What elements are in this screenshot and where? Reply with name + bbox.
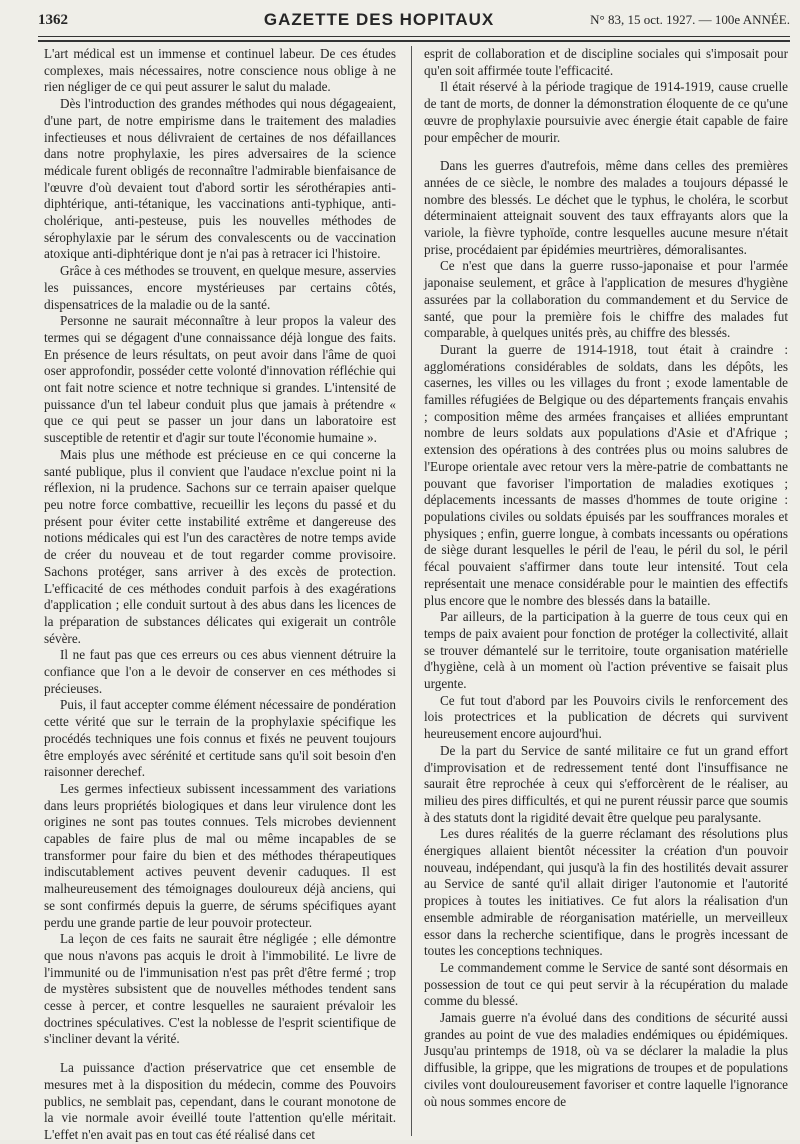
left-column [44, 46, 396, 1144]
header-rule-thin [38, 36, 790, 37]
paragraph: Le commandement comme le Service de santé sont désormais en possession de tout ce qui peut servir à la récupération du malade comme du blessé. [424, 959, 788, 1009]
paragraph: Durant la guerre de 1914-1918, tout était à craindre : agglomérations considérables de soldats, dans les dépôts, les casernes, les villes ou les villages du front ; exode lamentable de familles réfugiées de Belgique ou des départements français envahis ; composition même des armées françaises et alliées empruntant nombre de leurs soldats aux populations d'Asie et d'Afrique ; extension des opérations à des contrées plus ou moins salubres de l'Europe orientale avec retour vers la mère-patrie de combattants ne pouvant que favoriser l'importation de maladies exotiques ; déplacements incessants de masses d'hommes de toute origine : populations civiles ou soldats épuisés par les souffrances morales et physiques ; enfin, guerre longue, à combats incessants ou opérations de siège durant lesquelles le péril de l'eau, le péril du sol, le péril fécal pouvaient s'affirmer dans toute leur intensité. Tout cela représentait une menace considérable pour le maintien des effectifs plus encore que le nombre des blessés dans la bataille. [424, 341, 788, 608]
paragraph: Grâce à ces méthodes se trouvent, en quelque mesure, asservies les puissances, encore mystérieuses par certains côtés, dispensatrices de la maladie ou de la santé. [44, 263, 396, 312]
paragraph: Il ne faut pas que ces erreurs ou ces abus viennent détruire la confiance que l'on a le devoir de conserver en ces méthodes si précieuses. [44, 647, 396, 696]
paragraph: Les germes infectieux subissent incessamment des variations dans leurs propriétés biologiques et dans leur virulence dont les origines ne sont pas toutes connues. Tels microbes deviennent capables de faire plus de mal ou même incapables de se transformer pour faire du bien et des méthodes thérapeutiques indiscutablement actives peuvent devenir caduques. Il est malheureusement des témoignages douloureux déjà anciens, qui se sont confirmés depuis la guerre, de sérums spécifiques ayant perdu une grande partie de leur pouvoir protecteur. [44, 780, 396, 930]
page-header [38, 6, 790, 34]
paragraph: La leçon de ces faits ne saurait être négligée ; elle démontre que nous n'avons pas acquis le droit à l'immobilité. Le livre de l'immunité ou de l'immunisation n'est pas prêt d'être fermé ; trop de mystères subsistent que de nouvelles méthodes tendent sans cesse à percer, et contre lesquelles ne sauraient prévaloir les doctrines spéculatives. C'est la noblesse de l'esprit scientifique de s'incliner devant la vérité. [44, 931, 396, 1047]
header-rule-thick [38, 40, 790, 42]
paragraph: L'art médical est un immense et continuel labeur. De ces études complexes, mais nécessaires, notre conscience nous oblige à ne rien négliger de ce qui peut assurer le salut du malade. [44, 46, 396, 95]
paragraph: Puis, il faut accepter comme élément nécessaire de pondération cette vérité que sur le terrain de la prophylaxie spécifique les procédés techniques une fois connus et fixés ne peuvent toujours être employés avec sérénité et certitude sans qu'il soit besoin d'en raisonner derechef. [44, 697, 396, 780]
column-divider [411, 46, 412, 1136]
paragraph: Ce n'est que dans la guerre russo-japonaise et pour l'armée japonaise seulement, et grâce à l'application de mesures d'hygiène assurées par la collaboration du commandement et du Service de santé, que pour la première fois le chiffre des malades fut comparable, à quelques unités près, au chiffre des blessés. [424, 258, 788, 341]
paragraph: Personne ne saurait méconnaître à leur propos la valeur des termes qui se dégagent d'une connaissance déjà longue des faits. En présence de leurs résultats, on peut avoir dans l'âme de quoi oser approfondir, posséder cette volonté d'innovation réfléchie qui ont fait notre science et notre technique si grandes. L'intensité de puissance d'un tel labeur conduit plus que jamais à prétendre « que ce qui peut se passer un jour dans un laboratoire est susceptible de retentir et d'agir sur toute l'économie humaine ». [44, 313, 396, 446]
paragraph: Mais plus une méthode est précieuse en ce qui concerne la santé publique, plus il convient que l'audace n'exclue point ni la réflexion, ni la prudence. Sachons sur ce terrain apaiser quelque peu notre force combattive, recueillir les leçons du passé et du présent pour éviter cette instabilité extrême et dangereuse des notions médicales qui est l'un des caractères de notre temps avide de créer du nouveau et de tout regarder comme provisoire. Sachons protéger, sans arriver à des excès de protection. L'efficacité de ces méthodes conduit parfois à des exagérations d'application ; elle conduit surtout à des abus dans les licences de la préparation de substances délicates qui exigerait un contrôle sévère. [44, 446, 396, 646]
paragraph: Par ailleurs, de la participation à la guerre de tous ceux qui en temps de paix avaient pour fonction de protéger la collectivité, allait se trouver démantelé sur le territoire, toute organisation matérielle d'hygiène, celà à un moment où l'action préventive se faisait plus urgente. [424, 609, 788, 692]
page-number: 1362 [38, 11, 68, 28]
paragraph: Il était réservé à la période tragique de 1914-1919, cause cruelle de tant de morts, de donner la démonstration éloquente de ce qu'une œuvre de prophylaxie poursuivie avec énergie était capable de faire pour empêcher de mourir. [424, 79, 788, 145]
paragraph: Dans les guerres d'autrefois, même dans celles des premières années de ce siècle, le nombre des malades a toujours dépassé le nombre des blessés. Le déchet que le typhus, le choléra, le scorbut déterminaient atteignait souvent des taux effrayants alors que la variole, la fièvre typhoïde, contre lesquelles aucune mesure n'était prise, procédaient par épidémies meurtrières, démoralisantes. [424, 158, 788, 257]
paragraph: Ce fut tout d'abord par les Pouvoirs civils le renforcement des lois protectrices et la publication de décrets qui survivent heureusement encore aujourd'hui. [424, 692, 788, 742]
issue-info: N° 83, 15 oct. 1927. — 100e ANNÉE. [590, 12, 790, 27]
paragraph: La puissance d'action préservatrice que cet ensemble de mesures met à la disposition du médecin, comme des Pouvoirs publics, ne semblait pas, cependant, dans le courant monotone de la vie normale avoir éveillé toute l'attention qu'elle méritait. L'effet n'en avait pas en tout cas été réalisé dans cet [44, 1060, 396, 1142]
paragraph: Les dures réalités de la guerre réclamant des résolutions plus énergiques allaient bientôt nécessiter la création d'un pouvoir nouveau, indépendant, qui jusqu'à la fin des hostilités devait assurer au Service de santé qu'il allait diriger l'autonomie et l'autorité propices à toutes les initiatives. Ce fut alors la réalisation d'un ensemble admirable de réorganisation matérielle, un merveilleux essor dans la recherche scientifique, dans le progrès incessant de toutes les conceptions techniques. [424, 826, 788, 959]
journal-title: GAZETTE DES HOPITAUX [263, 10, 495, 29]
paragraph: esprit de collaboration et de discipline sociales qui s'imposait pour qu'en soit affirmée toute l'efficacité. [424, 46, 788, 78]
paragraph: De la part du Service de santé militaire ce fut un grand effort d'improvisation et de redressement tenté dont l'insuffisance ne saurait être reprochée à ceux qui s'efforcèrent de le réaliser, au milieu des pires difficultés, et qui ne purent réussir parce que soumis à des statuts dont la rigidité devait être quelque peu paralysante. [424, 742, 788, 825]
right-column [424, 46, 788, 1110]
paragraph: Dès l'introduction des grandes méthodes qui nous dégageaient, d'une part, de notre empirisme dans le traitement des maladies infectieuses et nous délivraient de certaines de nos défaillances dans notre prophylaxie, les pires adversaires de la science médicale furent obligés de reconnaître l'admirable bienfaisance de l'œuvre d'où devaient tout d'abord sortir les sérothérapies anti-diphtérique, anti-tétanique, les vaccinations anti-typhique, anti-cholérique, anti-pesteuse, puis les nouvelles méthodes de sérophylaxie par le sérum des convalescents ou de vaccination atoxique anti-diphtérique dont je n'ai pas à retracer ici l'histoire. [44, 96, 396, 262]
paragraph: Jamais guerre n'a évolué dans des conditions de sécurité aussi grandes au point de vue des maladies endémiques ou épidémiques. Jusqu'au printemps de 1918, où va se déclarer la maladie la plus diffusible, la grippe, que les migrations de troupes et de populations civiles vont douloureusement favoriser et contre laquelle l'ignorance où nous sommes encore de [424, 1010, 788, 1109]
